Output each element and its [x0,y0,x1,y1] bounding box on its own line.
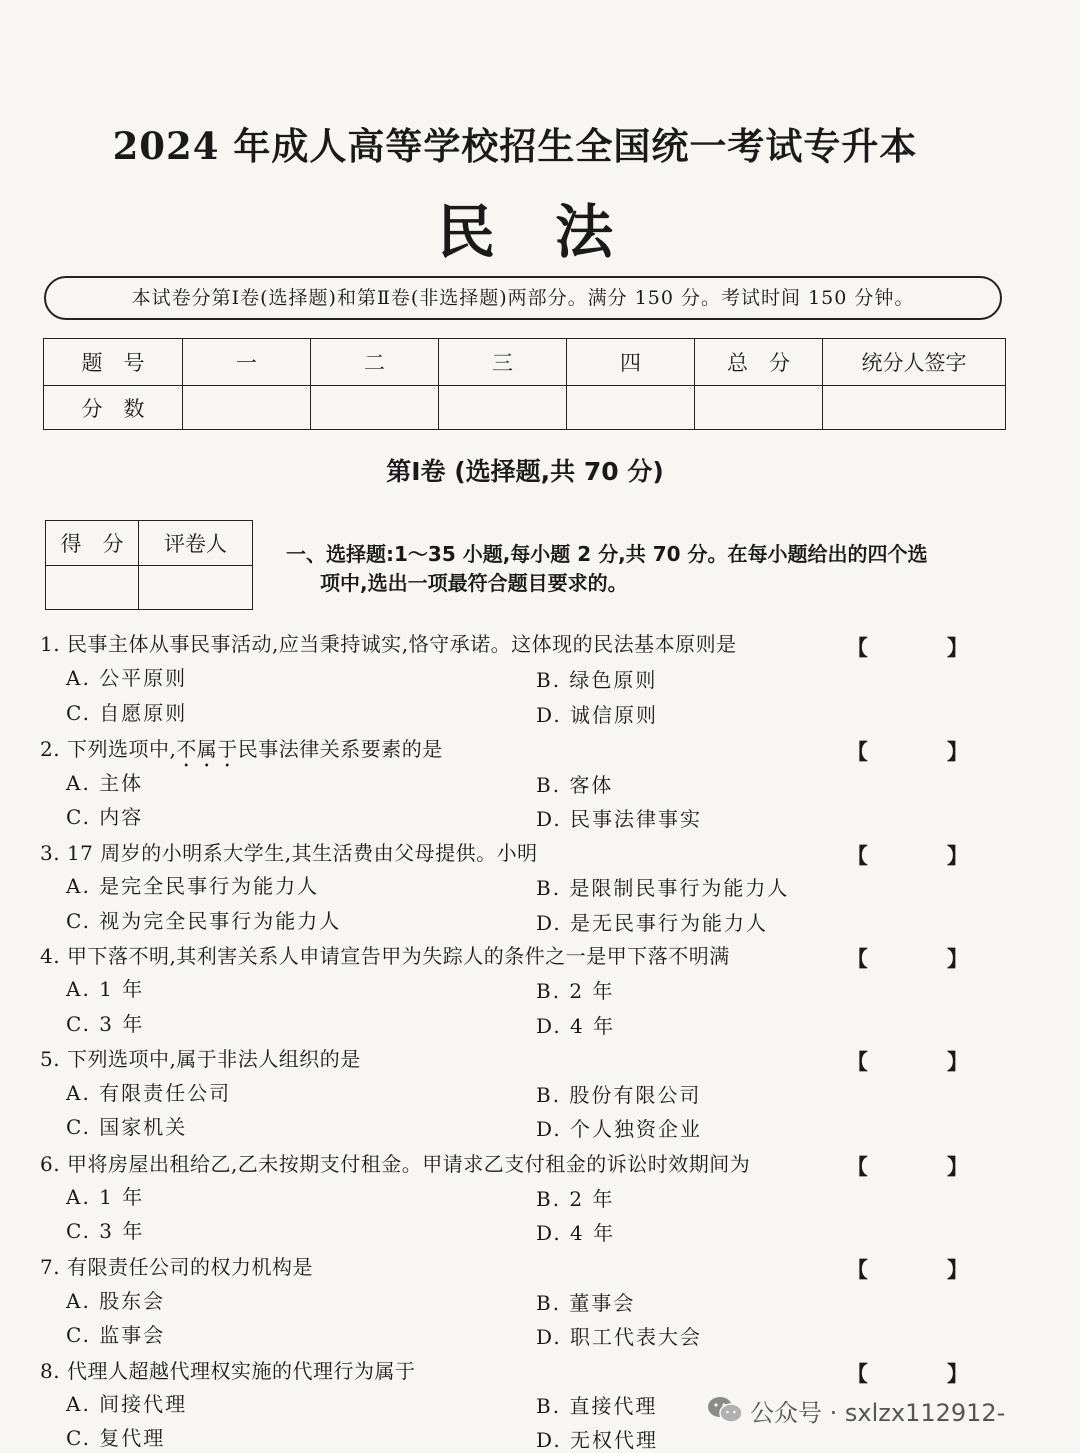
score-table-cell: 总 分 [695,339,823,386]
grader-blank-cell [139,566,253,610]
answer-bracket: 【 】 [846,636,1004,660]
score-blank-cell [567,386,695,430]
answer-bracket: 【 】 [846,1362,1004,1386]
score-table [43,338,1006,430]
option-d: D. 是无民事行为能力人 [536,911,769,935]
answer-bracket: 【 】 [846,1155,1004,1179]
score-label: 得 分 [46,521,139,566]
option-a: A. 有限责任公司 [66,1081,232,1105]
wechat-icon [706,1395,744,1425]
option-c: C. 视为完全民事行为能力人 [66,909,342,933]
question-stem-emphasis: 不属于 [176,737,238,761]
option-d: D. 诚信原则 [536,703,659,727]
option-c: C. 国家机关 [66,1115,188,1139]
option-b: B. 是限制民事行为能力人 [536,876,790,900]
question-stem: 4. 甲下落不明,其利害关系人申请宣告甲为失踪人的条件之一是甲下落不明满 [40,944,730,968]
answer-bracket: 【 】 [846,1258,1004,1282]
grader-blank-cell [46,566,139,610]
option-d: D. 民事法律事实 [536,807,703,831]
answer-bracket: 【 】 [846,844,1004,868]
score-table-cell: 三 [439,339,567,386]
option-a: A. 1 年 [66,977,145,1001]
answer-bracket: 【 】 [846,1050,1004,1074]
option-b: B. 绿色原则 [536,668,658,692]
option-a: A. 主体 [66,771,144,795]
score-table-cell: 一 [183,339,311,386]
option-a: A. 1 年 [66,1185,145,1209]
option-b: B. 2 年 [536,979,615,1003]
option-c: C. 3 年 [66,1012,145,1036]
score-table-header-row [44,339,1006,386]
option-c: C. 复代理 [66,1426,166,1450]
instructions-line-1: 一、选择题:1～35 小题,每小题 2 分,共 70 分。在每小题给出的四个选 [286,542,928,566]
option-c: C. 监事会 [66,1323,166,1347]
option-d: D. 职工代表大会 [536,1325,703,1349]
score-table-cell: 题 号 [44,339,183,386]
section-title: 第Ⅰ卷 (选择题,共 70 分) [386,457,664,486]
score-blank-cell [823,386,1006,430]
watermark-text: 公众号 · sxlzx112912- [750,1398,1006,1427]
score-table-cell: 四 [567,339,695,386]
option-b: B. 董事会 [536,1291,636,1315]
question-stem: 7. 有限责任公司的权力机构是 [40,1255,313,1279]
grader-table [45,520,253,610]
answer-bracket: 【 】 [846,740,1004,764]
subject-title: 民法 [436,198,673,266]
score-blank-cell [695,386,823,430]
section-instructions [286,540,1006,598]
score-blank-cell [311,386,439,430]
option-d: D. 个人独资企业 [536,1117,703,1141]
instructions-line-2: 项中,选出一项最符合题目要求的。 [320,571,628,595]
option-b: B. 股份有限公司 [536,1083,702,1107]
exam-title: 2024 年成人高等学校招生全国统一考试专升本 [112,124,918,168]
option-a: A. 是完全民事行为能力人 [66,874,320,898]
option-b: B. 直接代理 [536,1394,658,1418]
score-table-cell: 二 [311,339,439,386]
exam-notice: 本试卷分第Ⅰ卷(选择题)和第Ⅱ卷(非选择题)两部分。满分 150 分。考试时间 150 分钟。 [44,276,1002,320]
option-a: A. 股东会 [66,1289,166,1313]
question-stem: 3. 17 周岁的小明系大学生,其生活费由父母提供。小明 [40,841,538,865]
option-b: B. 2 年 [536,1187,615,1211]
question-stem: 1. 民事主体从事民事活动,应当秉持诚实,恪守承诺。这体现的民法基本原则是 [40,632,737,656]
question-stem: 8. 代理人超越代理权实施的代理行为属于 [40,1359,416,1383]
score-blank-cell [439,386,567,430]
question-stem: 5. 下列选项中,属于非法人组织的是 [40,1047,361,1071]
question-stem-pre: 2. 下列选项中, [40,737,177,761]
answer-bracket: 【 】 [846,947,1004,971]
option-c: C. 3 年 [66,1219,145,1243]
option-c: C. 内容 [66,805,144,829]
option-a: A. 公平原则 [66,666,188,690]
option-a: A. 间接代理 [66,1392,188,1416]
score-table-score-row [44,386,1006,430]
score-row-label: 分 数 [44,386,183,430]
question-stem: 6. 甲将房屋出租给乙,乙未按期支付租金。甲请求乙支付租金的诉讼时效期间为 [40,1152,751,1176]
option-d: D. 4 年 [536,1014,616,1038]
option-c: C. 自愿原则 [66,701,188,725]
score-table-cell: 统分人签字 [823,339,1006,386]
option-b: B. 客体 [536,773,614,797]
watermark [706,1390,1005,1430]
question-stem-post: 民事法律关系要素的是 [237,737,443,761]
option-d: D. 4 年 [536,1221,616,1245]
score-blank-cell [183,386,311,430]
option-d: D. 无权代理 [536,1428,659,1452]
grader-label: 评卷人 [139,521,253,566]
